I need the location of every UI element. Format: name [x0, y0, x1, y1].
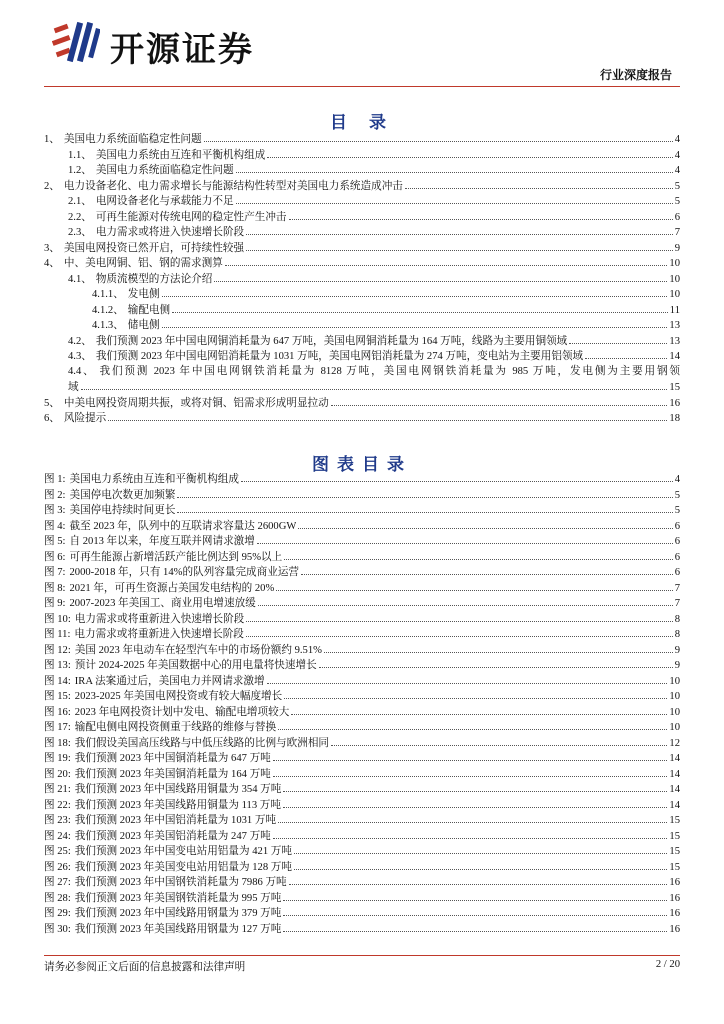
brand-logo-icon	[52, 18, 100, 66]
figure-title: 我们预测 2023 年美国铜消耗量为 164 万吨	[74, 768, 271, 780]
figure-title: 美国 2023 年电动车在轻型汽车中的市场份额约 9.51%	[74, 644, 322, 656]
toc-leader-dots	[241, 471, 673, 482]
figure-page: 15	[669, 830, 680, 842]
toc-entry-number: 1.1、	[68, 149, 92, 161]
toc-entry-number: 4.2、	[68, 335, 92, 347]
toc-leader-dots	[246, 224, 673, 235]
figure-title: 我们预测 2023 年中国铝消耗量为 1031 万吨	[74, 815, 277, 826]
toc-entry[interactable]	[44, 302, 680, 318]
figure-number: 图 6:	[44, 551, 66, 563]
toc-entry-page: 16	[669, 397, 680, 409]
figure-entry[interactable]	[44, 611, 680, 627]
toc-leader-dots	[298, 518, 672, 529]
toc-leader-dots	[257, 533, 673, 544]
figure-entry[interactable]	[44, 905, 680, 921]
figure-title: 我们预测 2023 年中国线路用铜量为 354 万吨	[74, 784, 282, 795]
toc-leader-dots	[283, 905, 667, 916]
toc-entry[interactable]	[44, 410, 680, 426]
toc-entry-title-line2: 域	[68, 382, 79, 393]
figure-page: 16	[669, 908, 680, 919]
figure-title: 截至 2023 年，队列中的互联请求容量达 2600GW	[69, 520, 297, 532]
figure-title: 美国电力系统由互连和平衡机构组成	[69, 474, 239, 485]
toc-entry-page: 9	[674, 242, 680, 254]
toc-entry[interactable]	[44, 131, 680, 147]
toc-leader-dots	[162, 317, 668, 328]
figure-title: 我们预测 2023 年美国变电站用铝量为 128 万吨	[74, 861, 292, 873]
toc-leader-dots	[246, 626, 673, 637]
toc-entry-title-line1: 我们预测 2023 年中国电网钢铁消耗量为 8128 万吨，美国电网钢铁消耗量为 985 万吨，发电侧为主要用钢领	[99, 365, 680, 377]
figure-entry[interactable]	[44, 502, 680, 518]
figure-page: 6	[674, 551, 680, 563]
figure-number: 图 14:	[44, 675, 71, 687]
figure-page: 15	[669, 861, 680, 873]
figure-entry[interactable]	[44, 890, 680, 906]
toc-entry-title: 中美电网投资周期共振，或将对铜、铝需求形成明显拉动	[63, 397, 329, 409]
figure-number: 图 13:	[44, 660, 71, 671]
figure-page: 5	[674, 489, 680, 501]
figure-title: 我们预测 2023 年中国变电站用铝量为 421 万吨	[74, 846, 292, 857]
figure-entry[interactable]	[44, 642, 680, 658]
figure-page: 5	[674, 505, 680, 516]
toc-entry-title: 美国电力系统面临稳定性问题	[95, 165, 234, 176]
figure-title: 电力需求或将重新进入快速增长阶段	[74, 613, 245, 625]
figure-entry[interactable]	[44, 595, 680, 611]
toc-leader-dots	[214, 271, 667, 282]
figure-entry[interactable]	[44, 735, 680, 751]
toc-leader-dots	[273, 750, 668, 761]
figure-entry[interactable]	[44, 921, 680, 937]
toc-entry[interactable]	[44, 193, 680, 209]
disclaimer-text: 请务必参阅正文后面的信息披露和法律声明	[44, 962, 246, 973]
figure-entry[interactable]	[44, 688, 680, 704]
toc-entry-title: 输配电侧	[127, 304, 171, 316]
toc-entry[interactable]	[44, 240, 680, 256]
toc-entry-number: 4.1.1、	[92, 289, 124, 300]
figure-entry[interactable]	[44, 719, 680, 735]
toc-entry-page: 7	[674, 227, 680, 238]
toc-leader-dots	[291, 704, 667, 715]
figure-entry[interactable]	[44, 797, 680, 813]
figure-page: 14	[669, 768, 680, 780]
figure-entry[interactable]	[44, 828, 680, 844]
toc-leader-dots	[283, 781, 667, 792]
toc-entry-number: 2.2、	[68, 211, 92, 223]
figure-number: 图 5:	[44, 536, 66, 547]
figure-page: 8	[674, 613, 680, 625]
figure-page: 8	[674, 629, 680, 640]
figure-entry[interactable]	[44, 564, 680, 580]
figure-title: 我们假设美国高压线路与中低压线路的比例与欧洲相同	[74, 737, 330, 749]
figure-title: 2023 年电网投资计划中发电、输配电增项较大	[74, 706, 290, 718]
figure-entry[interactable]	[44, 874, 680, 890]
toc-leader-dots	[236, 193, 673, 204]
figure-number: 图 9:	[44, 598, 66, 609]
toc-entry-page: 13	[669, 320, 680, 331]
toc-leader-dots	[236, 162, 673, 173]
toc-entry[interactable]	[44, 271, 680, 287]
toc-entry[interactable]	[44, 147, 680, 163]
toc-leader-dots	[258, 595, 673, 606]
toc-entry-number: 2.3、	[68, 227, 92, 238]
toc-leader-dots	[267, 673, 668, 684]
figure-page: 9	[674, 660, 680, 671]
toc-leader-dots	[204, 131, 673, 142]
toc-entry-page: 10	[669, 258, 680, 269]
toc-entry-page: 10	[669, 273, 680, 285]
toc-leader-dots	[283, 921, 667, 932]
toc-entry-title: 美国电网投资已然开启，可持续性较强	[63, 242, 244, 254]
figure-page: 15	[669, 846, 680, 857]
figure-number: 图 11:	[44, 629, 71, 640]
toc-entry-number: 4.3、	[68, 351, 92, 362]
figure-title: 我们预测 2023 年美国铝消耗量为 247 万吨	[74, 830, 271, 842]
toc-entry[interactable]	[44, 364, 680, 395]
figure-entry[interactable]	[44, 766, 680, 782]
figure-number: 图 26:	[44, 861, 71, 873]
figure-page: 10	[669, 675, 680, 687]
figure-entry[interactable]	[44, 781, 680, 797]
figure-page: 14	[669, 784, 680, 795]
figure-title: 输配电侧电网投资侧重于线路的维修与替换	[74, 722, 277, 733]
figure-number: 图 30:	[44, 923, 71, 935]
figure-number: 图 24:	[44, 830, 71, 842]
figure-entry[interactable]	[44, 859, 680, 875]
toc-entry[interactable]	[44, 333, 680, 349]
figure-page: 10	[669, 722, 680, 733]
header-divider	[44, 86, 680, 87]
figure-number: 图 21:	[44, 784, 71, 795]
toc-entry-number: 5、	[44, 397, 60, 409]
figure-entry[interactable]	[44, 673, 680, 689]
toc-entry-number: 4、	[44, 258, 60, 269]
toc-entry-page: 4	[674, 149, 680, 161]
toc-entry[interactable]	[44, 317, 680, 333]
toc-leader-dots	[108, 410, 667, 421]
figure-entry[interactable]	[44, 657, 680, 673]
figure-title: 可再生能源占新增活跃产能比例达到 95%以上	[69, 551, 283, 563]
figure-entry[interactable]	[44, 704, 680, 720]
figure-title: 我们预测 2023 年美国钢铁消耗量为 995 万吨	[74, 892, 282, 904]
toc-leader-dots	[278, 719, 667, 730]
figure-number: 图 22:	[44, 799, 71, 811]
toc-entry-page: 6	[674, 211, 680, 223]
toc-leader-dots	[273, 828, 668, 839]
figure-entry[interactable]	[44, 750, 680, 766]
toc-entry-number: 2、	[44, 180, 60, 192]
figure-title: 我们预测 2023 年中国铜消耗量为 647 万吨	[74, 753, 271, 764]
toc-entry-title: 我们预测 2023 年中国电网铜消耗量为 647 万吨，美国电网铜消耗量为 164 万吨，线路为主要用铜领域	[95, 335, 568, 347]
toc-entry[interactable]	[44, 255, 680, 271]
figure-number: 图 4:	[44, 520, 66, 532]
toc-leader-dots	[246, 240, 673, 251]
toc-entry-page: 18	[669, 413, 680, 424]
toc-leader-dots	[331, 735, 667, 746]
toc-entry-number: 1.2、	[68, 165, 92, 176]
toc-leader-dots	[246, 611, 672, 622]
figure-number: 图 29:	[44, 908, 71, 919]
toc-entry[interactable]	[44, 286, 680, 302]
page-number: 2 / 20	[655, 959, 680, 970]
toc-leader-dots	[319, 657, 673, 668]
figure-number: 图 15:	[44, 691, 71, 702]
figure-number: 图 23:	[44, 815, 71, 826]
toc-leader-dots	[284, 688, 667, 699]
figure-number: 图 17:	[44, 722, 71, 733]
figure-title: 2021 年，可再生资源占美国发电结构的 20%	[69, 582, 275, 594]
toc-entry-page: 11	[669, 304, 680, 316]
toc-leader-dots	[405, 178, 673, 189]
figure-number: 图 10:	[44, 613, 71, 625]
toc-entry-page: 4	[674, 134, 680, 145]
figure-title: 美国停电次数更加频繁	[69, 489, 176, 501]
toc-entry-page: 15	[669, 382, 680, 393]
figure-title: 我们预测 2023 年中国线路用钢量为 379 万吨	[74, 908, 282, 919]
figure-entry[interactable]	[44, 533, 680, 549]
figure-number: 图 2:	[44, 489, 66, 501]
toc-entry-page: 5	[674, 196, 680, 207]
toc-entry[interactable]	[44, 162, 680, 178]
figure-page: 6	[674, 520, 680, 532]
figure-page: 6	[674, 536, 680, 547]
toc-leader-dots	[81, 379, 668, 390]
figure-page: 16	[669, 877, 680, 888]
toc-entry[interactable]	[44, 178, 680, 194]
toc-entry-number: 1、	[44, 134, 60, 145]
toc-entry-title: 风险提示	[63, 413, 107, 424]
toc-entry[interactable]	[44, 348, 680, 364]
figure-page: 10	[669, 691, 680, 702]
figure-number: 图 19:	[44, 753, 71, 764]
toc-entry-title: 储电侧	[127, 320, 160, 331]
figure-number: 图 16:	[44, 706, 71, 718]
figure-entry[interactable]	[44, 549, 680, 565]
toc-title: 目 录	[330, 113, 394, 133]
toc-entry-title: 发电侧	[127, 289, 160, 300]
toc-leader-dots	[172, 302, 668, 313]
toc-leader-dots	[283, 797, 667, 808]
toc-entry-number: 4.4、	[68, 365, 96, 377]
toc-entry[interactable]	[44, 209, 680, 225]
toc-entry-title: 中、美电网铜、铝、钢的需求测算	[63, 258, 223, 269]
figure-page: 14	[669, 753, 680, 764]
figure-title: 预计 2024-2025 年美国数据中心的用电量将快速增长	[74, 660, 317, 671]
figure-number: 图 12:	[44, 644, 71, 656]
toc-entry[interactable]	[44, 224, 680, 240]
figure-page: 14	[669, 799, 680, 811]
toc-entry-title: 电网设备老化与承载能力不足	[95, 196, 234, 207]
brand-name: 开源证券	[110, 30, 254, 70]
figure-number: 图 25:	[44, 846, 71, 857]
figure-number: 图 1:	[44, 474, 66, 485]
figure-title: 2007-2023 年美国工、商业用电增速放缓	[69, 598, 256, 609]
toc-entry-page: 13	[669, 335, 680, 347]
toc-entry-page: 5	[674, 180, 680, 192]
figure-entry[interactable]	[44, 580, 680, 596]
figure-page: 15	[669, 815, 680, 826]
toc-entry-number: 2.1、	[68, 196, 92, 207]
figure-title: 2000-2018 年，只有 14%的队列容量完成商业运营	[69, 567, 300, 578]
toc-leader-dots	[225, 255, 668, 266]
toc-leader-dots	[177, 502, 672, 513]
toc-entry-title: 可再生能源对传统电网的稳定性产生冲击	[95, 211, 287, 223]
toc-entry-title	[68, 364, 680, 380]
toc-leader-dots	[162, 286, 668, 297]
figure-number: 图 28:	[44, 892, 71, 904]
figures-list	[44, 471, 680, 936]
toc-leader-dots	[284, 549, 672, 560]
toc-entry-page: 10	[669, 289, 680, 300]
figure-title: 我们预测 2023 年美国线路用钢量为 127 万吨	[74, 923, 282, 935]
figure-page: 4	[674, 474, 680, 485]
figure-number: 图 20:	[44, 768, 71, 780]
toc-entry-number: 4.1、	[68, 273, 92, 285]
figure-title: 2023-2025 年美国电网投资或有较大幅度增长	[74, 691, 283, 702]
footer-divider	[44, 955, 680, 956]
figure-page: 9	[674, 644, 680, 656]
figure-entry[interactable]	[44, 487, 680, 503]
figure-page: 10	[669, 706, 680, 718]
toc-leader-dots	[294, 859, 667, 870]
toc-leader-dots	[273, 766, 668, 777]
toc-entry-title: 美国电力系统由互连和平衡机构组成	[95, 149, 266, 161]
figures-title: 图表目录	[312, 455, 412, 475]
toc-entry-page: 4	[674, 165, 680, 176]
toc-leader-dots	[177, 487, 672, 498]
figure-page: 12	[669, 737, 680, 749]
toc-leader-dots	[324, 642, 673, 653]
toc-leader-dots	[585, 348, 667, 359]
figure-page: 6	[674, 567, 680, 578]
toc-leader-dots	[267, 147, 672, 158]
figure-number: 图 8:	[44, 582, 66, 594]
toc-entry-number: 3、	[44, 242, 60, 254]
figure-page: 16	[669, 923, 680, 935]
figure-title: 美国停电持续时间更长	[69, 505, 176, 516]
figure-entry[interactable]	[44, 626, 680, 642]
toc-leader-dots	[569, 333, 667, 344]
report-type: 行业深度报告	[599, 68, 672, 82]
figure-number: 图 3:	[44, 505, 66, 516]
figure-page: 16	[669, 892, 680, 904]
toc-entry-number: 4.1.3、	[92, 320, 124, 331]
figure-title: 我们预测 2023 年美国线路用铜量为 113 万吨	[74, 799, 281, 811]
figure-entry[interactable]	[44, 518, 680, 534]
toc-leader-dots	[301, 564, 673, 575]
toc-entry-title: 电力设备老化、电力需求增长与能源结构性转型对美国电力系统造成冲击	[63, 180, 403, 192]
toc-entry-page: 14	[669, 351, 680, 362]
toc-entry-title: 物质流模型的方法论介绍	[95, 273, 213, 285]
toc-entry-number: 6、	[44, 413, 60, 424]
toc-leader-dots	[289, 209, 673, 220]
figure-number: 图 18:	[44, 737, 71, 749]
toc-entry-number: 4.1.2、	[92, 304, 124, 316]
toc-entry-title: 电力需求或将进入快速增长阶段	[95, 227, 245, 238]
figure-entry[interactable]	[44, 471, 680, 487]
figure-title: 电力需求或将重新进入快速增长阶段	[74, 629, 244, 640]
toc-leader-dots	[331, 395, 668, 406]
toc-entry-title: 美国电力系统面临稳定性问题	[63, 134, 202, 145]
page-header	[0, 0, 724, 90]
figure-entry[interactable]	[44, 812, 680, 828]
figure-number: 图 7:	[44, 567, 66, 578]
brand-logo	[52, 18, 282, 68]
figure-page: 7	[674, 582, 680, 594]
table-of-contents	[44, 131, 680, 426]
toc-entry[interactable]	[44, 395, 680, 411]
toc-leader-dots	[283, 890, 667, 901]
toc-entry-continuation	[68, 379, 680, 395]
figure-number: 图 27:	[44, 877, 71, 888]
toc-entry-title: 我们预测 2023 年中国电网铝消耗量为 1031 万吨，美国电网铝消耗量为 274 万吨，变电站为主要用铝领域	[95, 351, 584, 362]
toc-leader-dots	[294, 843, 667, 854]
figure-title: 我们预测 2023 年中国钢铁消耗量为 7986 万吨	[74, 877, 287, 888]
figure-title: IRA 法案通过后，美国电力并网请求激增	[74, 675, 265, 687]
figure-entry[interactable]	[44, 843, 680, 859]
toc-leader-dots	[289, 874, 668, 885]
figure-page: 7	[674, 598, 680, 609]
toc-leader-dots	[278, 812, 667, 823]
figure-title: 自 2013 年以来，年度互联并网请求激增	[69, 536, 255, 547]
toc-leader-dots	[276, 580, 672, 591]
